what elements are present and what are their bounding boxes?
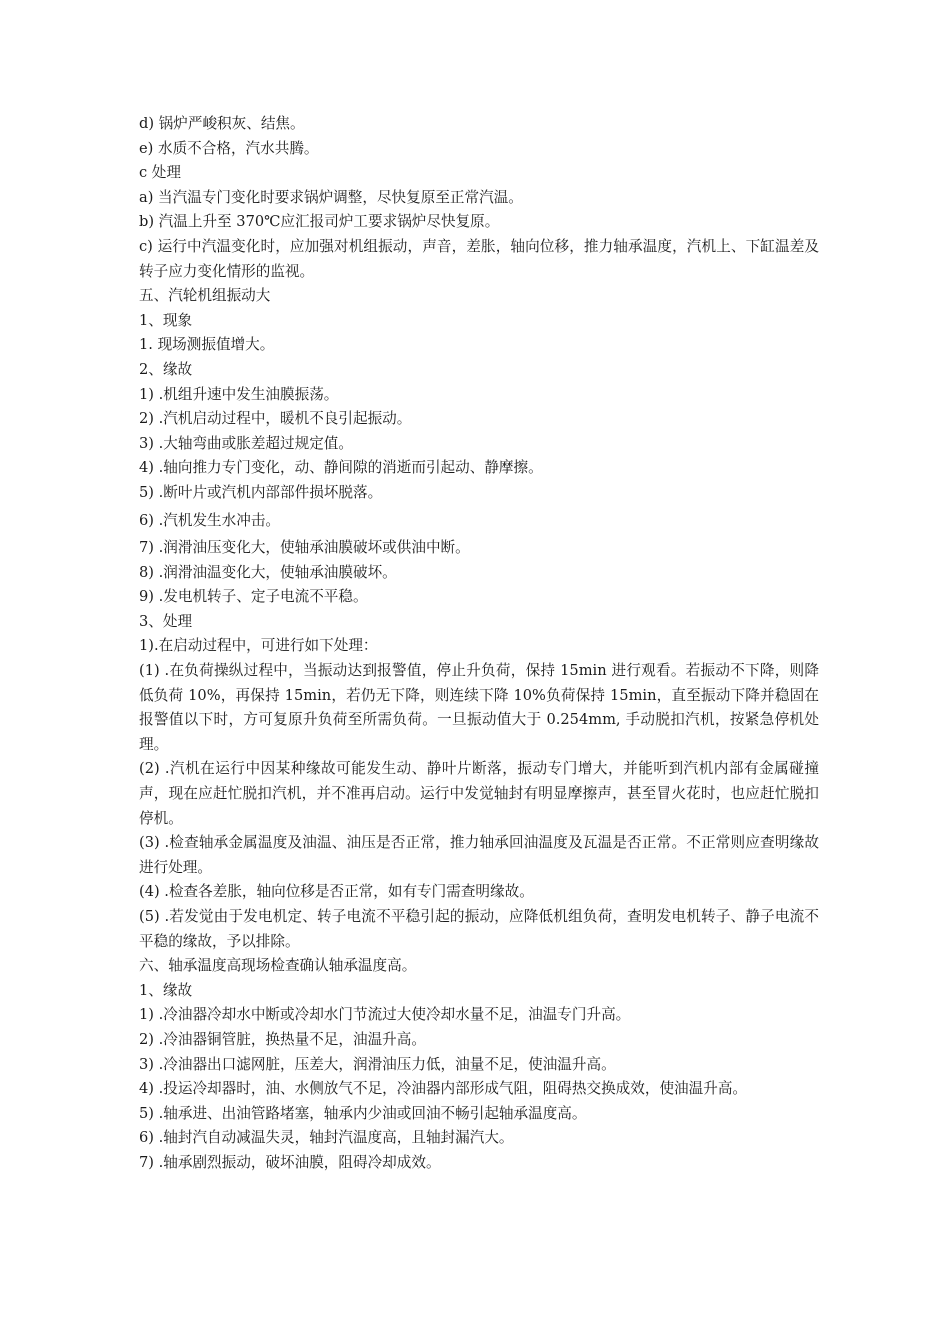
- list-item: 3) .大轴弯曲或胀差超过规定值。: [139, 434, 353, 452]
- text-line: (4) .检查各差胀，轴向位移是否正常，如有专门需查明缘故。: [139, 883, 534, 901]
- section-heading: 1、缘故: [139, 981, 193, 999]
- chapter-heading: 五、汽轮机组振动大: [139, 287, 271, 305]
- list-item: 2) .汽机启动过程中，暖机不良引起振动。: [139, 410, 412, 428]
- text-paragraph: (2) .汽机在运行中因某种缘故可能发生动、静叶片断落，振动专门增大，并能听到汽机内部有金属碰撞声，现在应赶忙脱扣汽机，并不准再启动。运行中发觉轴封有明显摩擦声，甚至冒火花时，也应赶忙脱扣停机。: [139, 760, 819, 827]
- list-item: 5) .轴承进、出油管路堵塞，轴承内少油或回油不畅引起轴承温度高。: [139, 1104, 587, 1122]
- text-paragraph: (1) .在负荷操纵过程中，当振动达到报警值，停止升负荷，保持 15min 进行观看。若振动不下降，则降低负荷 10%，再保持 15min，若仍无下降，则连续下降 10%负荷保持 15min，直至振动下降并稳固在报警值以下时，方可复原升负荷至所需负荷。一旦振动值大于 0.254mm, 手动脱扣汽机，按紧急停机处理。: [139, 662, 819, 753]
- list-item: 7) .轴承剧烈振动，破坏油膜，阻碍冷却成效。: [139, 1153, 441, 1171]
- list-item: 6) .汽机发生水冲击。: [139, 511, 281, 529]
- text-line: b) 汽温上升至 370℃应汇报司炉工要求锅炉尽快复原。: [139, 213, 500, 231]
- document-page: [139, 112, 819, 1176]
- section-heading: 2、缘故: [139, 360, 193, 378]
- text-line: e) 水质不合格，汽水共腾。: [139, 139, 319, 157]
- list-item: 9) .发电机转子、定子电流不平稳。: [139, 588, 368, 606]
- list-item: 5) .断叶片或汽机内部部件损坏脱落。: [139, 483, 383, 501]
- text-paragraph: c) 运行中汽温变化时，应加强对机组振动，声音，差胀，轴向位移，推力轴承温度，汽机上、下缸温差及转子应力变化情形的监视。: [139, 237, 819, 280]
- list-item: 4) .轴向推力专门变化，动、静间隙的消逝而引起动、静摩擦。: [139, 459, 543, 477]
- section-heading: 1、现象: [139, 311, 193, 329]
- text-paragraph: (5) .若发觉由于发电机定、转子电流不平稳引起的振动，应降低机组负荷，查明发电机转子、静子电流不平稳的缘故，予以排除。: [139, 908, 819, 950]
- section-heading: 3、处理: [139, 612, 193, 630]
- section-heading: c 处理: [139, 164, 181, 182]
- chapter-heading: 六、轴承温度高现场检查确认轴承温度高。: [139, 957, 417, 975]
- list-item: 4) .投运冷却器时，油、水侧放气不足，冷油器内部形成气阻，阻碍热交换成效，使油温升高。: [139, 1080, 748, 1098]
- text-line: 1).在启动过程中，可进行如下处理：: [139, 637, 378, 655]
- text-line: d) 锅炉严峻积灰、结焦。: [139, 115, 305, 132]
- list-item: 1) .冷油器冷却水中断或冷却水门节流过大使冷却水量不足，油温专门升高。: [139, 1006, 631, 1024]
- text-line: a) 当汽温专门变化时要求锅炉调整，尽快复原至正常汽温。: [139, 188, 523, 206]
- list-item: 2) .冷油器铜管脏，换热量不足，油温升高。: [139, 1030, 426, 1048]
- list-item: 3) .冷油器出口滤网脏，压差大，润滑油压力低，油量不足，使油温升高。: [139, 1055, 616, 1073]
- list-item: 7) .润滑油压变化大，使轴承油膜破坏或供油中断。: [139, 539, 470, 557]
- list-item: 8) .润滑油温变化大，使轴承油膜破坏。: [139, 563, 397, 581]
- text-line: 1. 现场测振值增大。: [139, 336, 275, 354]
- list-item: 1) .机组升速中发生油膜振荡。: [139, 385, 339, 403]
- text-paragraph: (3) .检查轴承金属温度及油温、油压是否正常，推力轴承回油温度及瓦温是否正常。不正常则应查明缘故进行处理。: [139, 834, 819, 876]
- list-item: 6) .轴封汽自动减温失灵，轴封汽温度高，且轴封漏汽大。: [139, 1129, 514, 1147]
